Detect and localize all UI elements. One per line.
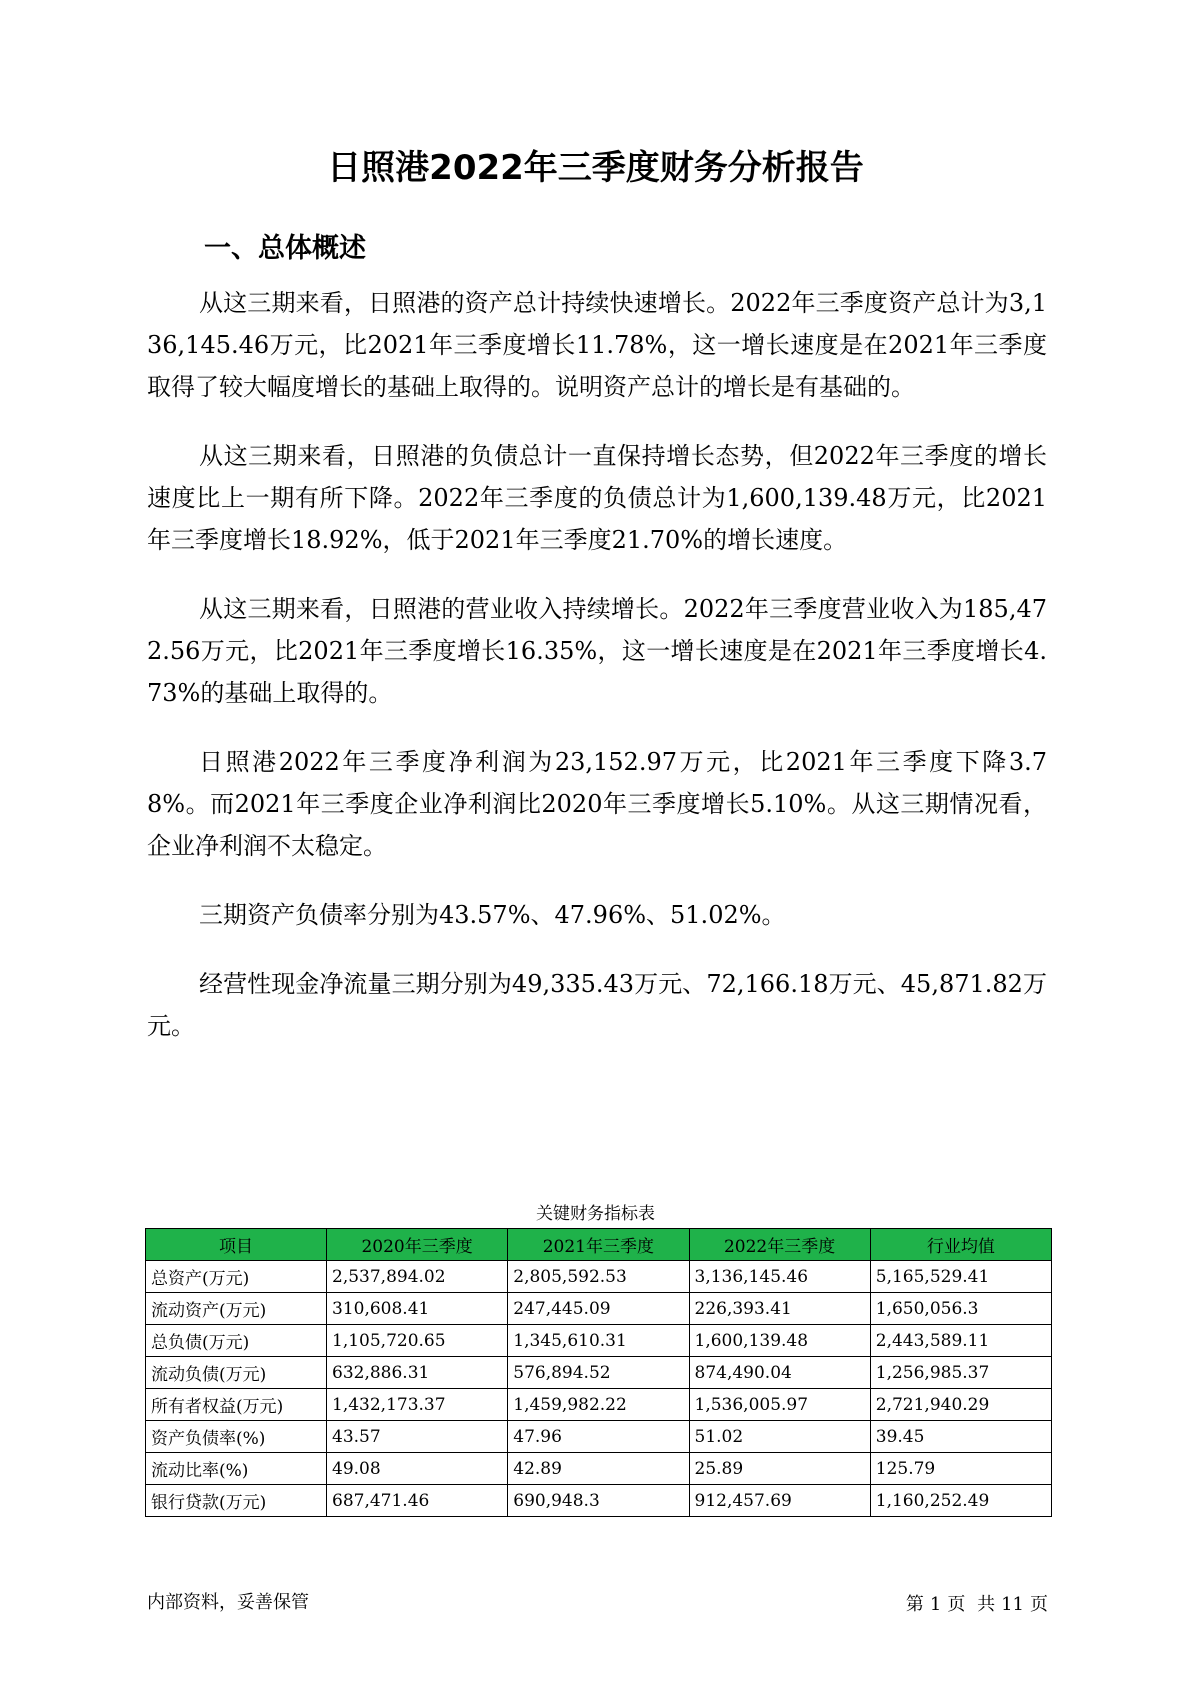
paragraph: 从这三期来看，日照港的资产总计持续快速增长。2022年三季度资产总计为3,136,145.46万元，比2021年三季度增长11.78%，这一增长速度是在2021年三季度取得了较大幅度增长的基础上取得的。说明资产总计的增长是有基础的。 — [147, 289, 1047, 401]
table-cell: 1,160,252.49 — [870, 1485, 1051, 1517]
table-cell: 310,608.41 — [327, 1293, 508, 1325]
table-row — [146, 1357, 1052, 1389]
paragraph: 从这三期来看，日照港的负债总计一直保持增长态势，但2022年三季度的增长速度比上一期有所下降。2022年三季度的负债总计为1,600,139.48万元，比2021年三季度增长18.92%，低于2021年三季度21.70%的增长速度。 — [147, 442, 1047, 554]
footer-page-info — [903, 1590, 1051, 1616]
table-row — [146, 1325, 1052, 1357]
table-cell: 1,256,985.37 — [870, 1357, 1051, 1389]
section-heading: 一、总体概述 — [204, 233, 366, 264]
table-cell: 25.89 — [689, 1453, 870, 1485]
total-suffix: 页 — [1030, 1594, 1048, 1615]
table-row — [146, 1389, 1052, 1421]
table-cell: 流动负债(万元) — [146, 1357, 327, 1389]
table-cell: 流动比率(%) — [146, 1453, 327, 1485]
table-row — [146, 1293, 1052, 1325]
table-cell: 49.08 — [327, 1453, 508, 1485]
column-header: 行业均值 — [870, 1229, 1051, 1261]
column-header: 2020年三季度 — [327, 1229, 508, 1261]
page-suffix: 页 — [947, 1594, 966, 1615]
table-cell: 874,490.04 — [689, 1357, 870, 1389]
column-header: 项目 — [146, 1229, 327, 1261]
total-prefix: 共 — [977, 1594, 996, 1615]
table-cell: 690,948.3 — [508, 1485, 689, 1517]
table-cell: 912,457.69 — [689, 1485, 870, 1517]
column-header: 2022年三季度 — [689, 1229, 870, 1261]
table-cell: 51.02 — [689, 1421, 870, 1453]
table-cell: 687,471.46 — [327, 1485, 508, 1517]
table-cell: 所有者权益(万元) — [146, 1389, 327, 1421]
table-cell: 125.79 — [870, 1453, 1051, 1485]
page-prefix: 第 — [905, 1594, 924, 1615]
table-cell: 226,393.41 — [689, 1293, 870, 1325]
table-caption: 关键财务指标表 — [536, 1204, 655, 1224]
table-cell: 42.89 — [508, 1453, 689, 1485]
table-header-row — [146, 1229, 1052, 1261]
table-cell: 247,445.09 — [508, 1293, 689, 1325]
paragraph: 从这三期来看，日照港的营业收入持续增长。2022年三季度营业收入为185,472.56万元，比2021年三季度增长16.35%，这一增长速度是在2021年三季度增长4.73%的基础上取得的。 — [147, 595, 1047, 707]
total-pages: 11 — [1001, 1594, 1024, 1615]
table-cell: 流动资产(万元) — [146, 1293, 327, 1325]
page-number: 1 — [929, 1594, 942, 1615]
body-text — [147, 282, 1047, 1074]
table-cell: 3,136,145.46 — [689, 1261, 870, 1293]
table-cell: 1,432,173.37 — [327, 1389, 508, 1421]
table-cell: 39.45 — [870, 1421, 1051, 1453]
table-cell: 1,459,982.22 — [508, 1389, 689, 1421]
paragraph: 三期资产负债率分别为43.57%、47.96%、51.02%。 — [199, 901, 786, 929]
table-cell: 总负债(万元) — [146, 1325, 327, 1357]
column-header: 2021年三季度 — [508, 1229, 689, 1261]
table-cell: 1,600,139.48 — [689, 1325, 870, 1357]
table-cell: 2,805,592.53 — [508, 1261, 689, 1293]
table-cell: 47.96 — [508, 1421, 689, 1453]
table-cell: 5,165,529.41 — [870, 1261, 1051, 1293]
table-cell: 1,345,610.31 — [508, 1325, 689, 1357]
table-cell: 资产负债率(%) — [146, 1421, 327, 1453]
table-cell: 1,105,720.65 — [327, 1325, 508, 1357]
table-cell: 银行贷款(万元) — [146, 1485, 327, 1517]
table-row — [146, 1421, 1052, 1453]
table-cell: 1,536,005.97 — [689, 1389, 870, 1421]
table-row — [146, 1261, 1052, 1293]
table-cell: 43.57 — [327, 1421, 508, 1453]
table-row — [146, 1453, 1052, 1485]
financial-indicators-table — [145, 1228, 1052, 1517]
paragraph: 经营性现金净流量三期分别为49,335.43万元、72,166.18万元、45,871.82万元。 — [147, 970, 1047, 1040]
table-cell: 2,443,589.11 — [870, 1325, 1051, 1357]
table-cell: 1,650,056.3 — [870, 1293, 1051, 1325]
table-cell: 576,894.52 — [508, 1357, 689, 1389]
table-cell: 总资产(万元) — [146, 1261, 327, 1293]
paragraph: 日照港2022年三季度净利润为23,152.97万元，比2021年三季度下降3.78%。而2021年三季度企业净利润比2020年三季度增长5.10%。从这三期情况看，企业净利润不太稳定。 — [147, 748, 1047, 860]
document-title: 日照港2022年三季度财务分析报告 — [327, 148, 864, 188]
table-cell: 2,721,940.29 — [870, 1389, 1051, 1421]
table-cell: 2,537,894.02 — [327, 1261, 508, 1293]
footer-confidential-note: 内部资料，妥善保管 — [147, 1592, 309, 1613]
table-row — [146, 1485, 1052, 1517]
table-cell: 632,886.31 — [327, 1357, 508, 1389]
